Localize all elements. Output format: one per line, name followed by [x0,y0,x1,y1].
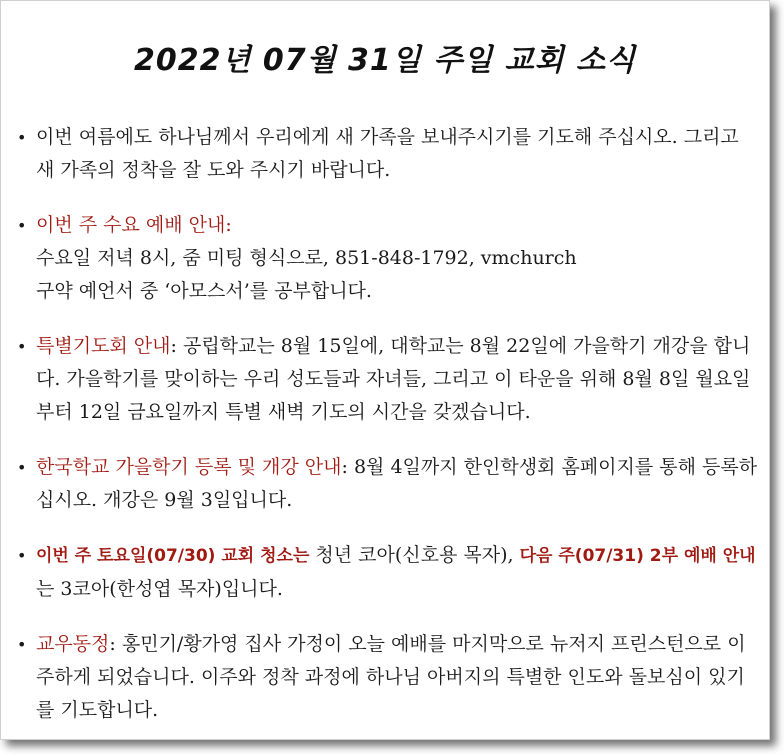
item-heading: 이번 주 토요일(07/30) 교회 청소는 [36,546,310,566]
item-heading: 이번 주 수요 예배 안내: [36,214,232,236]
item-heading: 교우동정 [36,633,110,655]
list-item-cleaning-duty [17,539,762,606]
item-text: 는 3코아(한성엽 목자)입니다. [36,578,283,600]
list-item-korean-school [17,451,762,517]
item-text: 이번 여름에도 하나님께서 우리에게 새 가족을 보내주시기를 기도해 주십시오. 그리고 새 가족의 정착을 잘 도와 주시기 바랍니다. [36,126,739,181]
item-heading: 특별기도회 안내 [36,335,171,357]
item-line: 수요일 저녁 8시, 줌 미팅 형식으로, 851-848-1792, vmchurch [36,247,577,269]
item-text: : 8월 4일까지 한인학생회 홈페이지를 통해 등록하십시오. 개강은 9월 3일입니다. [36,456,758,511]
list-item-special-prayer [17,330,762,429]
list-item-member-news [17,628,762,727]
list-item-wednesday-service [17,209,762,308]
item-text: 청년 코아(신호용 목자), [309,544,520,566]
list-item-prayer-new-family [17,121,762,187]
bulletin-title: 2022년 07월 31일 주일 교회 소식 [133,43,637,78]
item-heading: 한국학교 가을학기 등록 및 개강 안내 [36,456,342,478]
item-text: : 홍민기/황가영 집사 가정이 오늘 예배를 마지막으로 뉴저지 프린스턴으로 이주하게 되었습니다. 이주와 정착 과정에 하나님 아버지의 특별한 인도와 돌보심이 있기를 기도합니다. [36,633,746,721]
item-heading-secondary: 다음 주(07/31) 2부 예배 안내 [519,546,756,566]
news-list [17,121,762,749]
item-line: 구약 예언서 중 ‘아모스서’를 공부합니다. [36,280,372,302]
item-text: : 공립학교는 8월 15일에, 대학교는 8월 22일에 가을학기 개강을 합니다. 가을학기를 맞이하는 우리 성도들과 자녀들, 그리고 이 타운을 위해 8월 8일 월요일부터 12일 금요일까지 특별 새벽 기도의 시간을 갖겠습니다. [36,335,751,423]
